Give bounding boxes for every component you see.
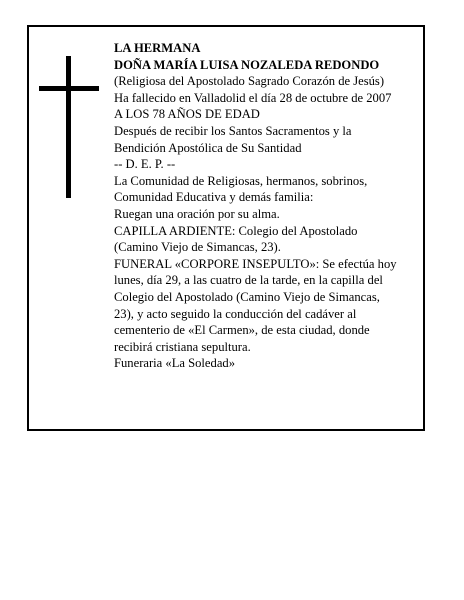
chapel-line-2: (Camino Viejo de Simancas, 23).: [114, 240, 281, 255]
funeral-line-1: FUNERAL «CORPORE INSEPULTO»: Se efectúa hoy: [114, 256, 397, 271]
deceased-name: DOÑA MARÍA LUISA NOZALEDA REDONDO: [114, 57, 380, 72]
rip-line: -- D. E. P. --: [114, 157, 176, 172]
sacraments-line-2: Bendición Apostólica de Su Santidad: [114, 140, 302, 155]
obituary-text: [114, 40, 424, 372]
age-line: A LOS 78 AÑOS DE EDAD: [114, 107, 260, 122]
funeral-line-3: Colegio del Apostolado (Camino Viejo de Simancas,: [114, 289, 380, 304]
funeral-line-4: 23), y acto seguido la conducción del cadáver al: [114, 306, 357, 321]
prayer-line: Ruegan una oración por su alma.: [114, 206, 280, 221]
latin-cross-icon: [39, 56, 99, 198]
funeral-line-5: cementerio de «El Carmen», de esta ciudad, donde: [114, 323, 370, 338]
congregation-line: (Religiosa del Apostolado Sagrado Corazón de Jesús): [114, 74, 385, 89]
sacraments-line-1: Después de recibir los Santos Sacramentos y la: [114, 123, 352, 138]
funeral-home-line: Funeraria «La Soledad»: [114, 356, 235, 371]
chapel-line-1: CAPILLA ARDIENTE: Colegio del Apostolado: [114, 223, 358, 238]
family-line-1: La Comunidad de Religiosas, hermanos, sobrinos,: [114, 173, 368, 188]
death-date-line: Ha fallecido en Valladolid el día 28 de octubre de 2007: [114, 90, 392, 105]
funeral-line-2: lunes, día 29, a las cuatro de la tarde, en la capilla del: [114, 273, 383, 288]
notice-heading: LA HERMANA: [114, 41, 201, 55]
family-line-2: Comunidad Educativa y demás familia:: [114, 190, 314, 205]
obituary-notice: [27, 25, 425, 431]
funeral-line-6: recibirá cristiana sepultura.: [114, 339, 251, 354]
